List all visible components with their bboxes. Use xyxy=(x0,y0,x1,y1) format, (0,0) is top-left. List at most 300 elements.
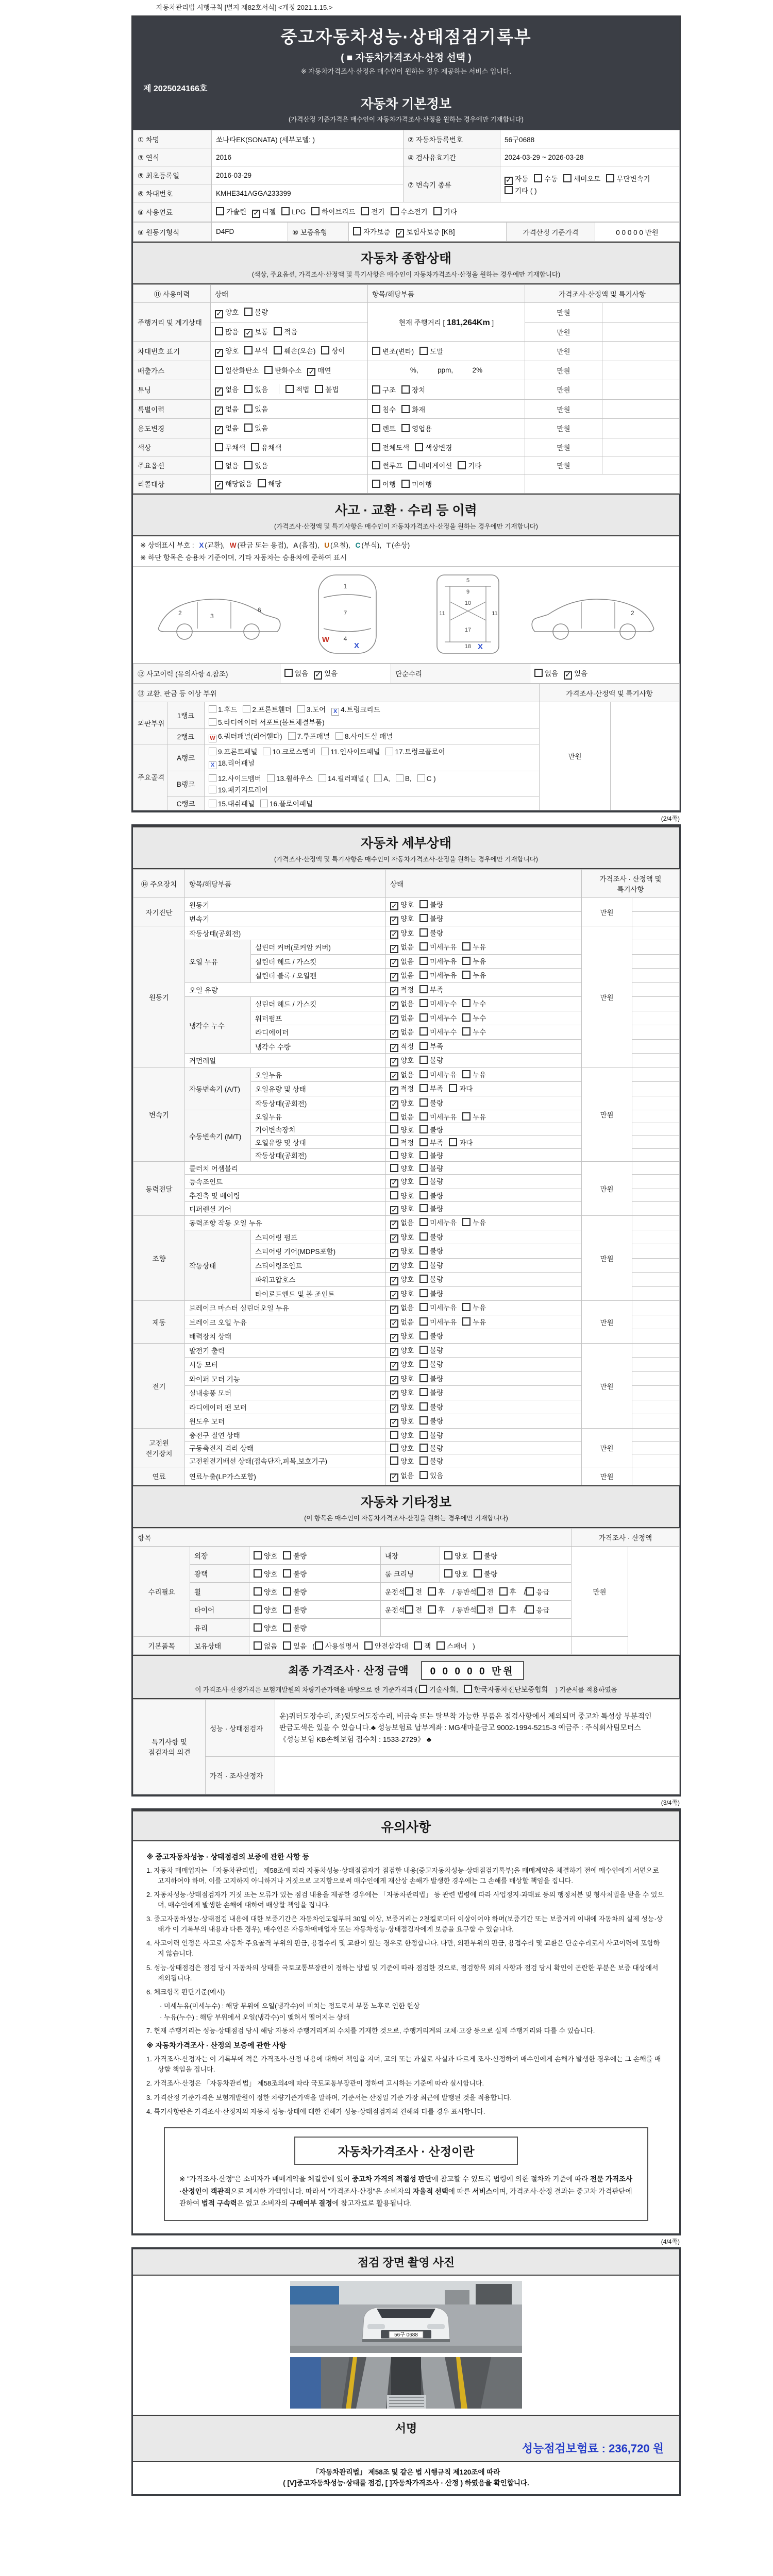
checkbox-과다[interactable] xyxy=(449,1084,457,1092)
option-label: 색상변경 xyxy=(425,444,452,452)
checkbox-없음[interactable] xyxy=(390,1306,398,1314)
glass-empty xyxy=(381,1618,572,1636)
checkbox-있음[interactable] xyxy=(244,461,253,469)
checkbox-누유[interactable] xyxy=(462,1303,470,1311)
checkbox-훼손(오손)[interactable] xyxy=(274,346,282,354)
option-자동 xyxy=(505,173,528,185)
checkbox-후[interactable] xyxy=(428,1605,436,1614)
device-자기진단: 자기진단 xyxy=(133,897,185,926)
checkbox-전기[interactable] xyxy=(361,207,369,215)
checkbox-수소전기[interactable] xyxy=(391,207,399,215)
checkbox-없음[interactable] xyxy=(390,959,398,967)
simple-repair-options xyxy=(530,664,680,684)
note-cell xyxy=(632,1201,680,1216)
option-양호 xyxy=(390,1097,414,1109)
checkbox-없음[interactable] xyxy=(390,1319,398,1328)
label-base-price: 가격산정 기준가격 xyxy=(507,222,595,242)
checkbox-양호[interactable] xyxy=(390,1164,398,1172)
checkbox-일산화탄소[interactable] xyxy=(215,366,223,374)
rank-2랭크: 2랭크 xyxy=(167,728,205,744)
car-diagram xyxy=(133,567,679,664)
checkbox-미세누유[interactable] xyxy=(419,1218,428,1226)
price-cell: 만원 xyxy=(582,1162,632,1216)
notice-1-item-3: 3. 중고자동차성능·상태점검 내용에 대한 보증기간은 자동차인도일부터 30일 이상, 보증거리는 2천킬로미터 이상이어야 하며(보증기간 또는 보증거리 이내에 자동차의 실제 성능·상태가 이 기록부의 내용과 다른 경우), 매수인은 자동차매매업자 또는 자동차성능·상태점검자에게 보증을 요구할 수 있습니다. xyxy=(146,1915,663,1934)
checkbox-후[interactable] xyxy=(428,1587,436,1596)
checkbox-양호[interactable] xyxy=(390,1431,398,1439)
checkbox-도말[interactable] xyxy=(419,347,428,355)
subgroup-냉각수 누수: 냉각수 누수 xyxy=(185,997,251,1054)
checkbox-없음[interactable] xyxy=(215,387,223,396)
mark-X[interactable]: X xyxy=(209,761,216,769)
checkbox-썬루프[interactable] xyxy=(372,461,380,469)
checkbox-누수[interactable] xyxy=(462,999,470,1007)
rank-item-line xyxy=(209,784,535,795)
mark-empty[interactable] xyxy=(209,718,216,726)
option-label: 세미오토 xyxy=(574,175,601,183)
checkbox-양호[interactable] xyxy=(390,1334,398,1342)
option-label: 기타 ( ) xyxy=(515,187,537,195)
checkbox-불법[interactable] xyxy=(315,385,323,393)
checkbox-미세누유[interactable] xyxy=(419,1317,428,1326)
checkbox-있음[interactable] xyxy=(244,423,253,432)
checkbox-양호[interactable] xyxy=(390,1419,398,1427)
checkbox-양호[interactable] xyxy=(390,902,398,910)
option-없음 xyxy=(254,1640,277,1651)
checkbox-없음[interactable] xyxy=(254,1641,262,1650)
inspector-remarks: 운)쿼터도장수리, 조)뒷도어도장수리, 비금속 또는 탈부착 가능한 부품은 점검사항에서 제외되며 중고차 특성상 부분적인 판금도색은 있을 수 있습니다.♣ 성능보험료 납부계좌 : MG새마을금고 9002-1994-5215-3 예금주 : 주식회사팀모터스 《성능보험 KB손해보험 접수처 : 1533-2729》 ♣ xyxy=(275,1699,680,1756)
checkbox-탄화수소[interactable] xyxy=(264,366,273,374)
checkbox-화재[interactable] xyxy=(401,405,410,413)
checkbox-없음[interactable] xyxy=(215,461,223,469)
mark-empty[interactable] xyxy=(335,732,343,740)
checkbox-적정[interactable] xyxy=(390,1087,398,1095)
checkbox-불량[interactable] xyxy=(419,928,428,937)
checkbox-불량[interactable] xyxy=(419,1261,428,1269)
option-양호 xyxy=(390,1260,414,1272)
checkbox-양호[interactable] xyxy=(254,1605,262,1614)
option-label: 없음 xyxy=(295,670,309,677)
checkbox-양호[interactable] xyxy=(390,1404,398,1413)
checkbox-렌트[interactable] xyxy=(372,424,380,432)
checkbox-부족[interactable] xyxy=(419,985,428,993)
option-label: 도말 xyxy=(430,348,444,356)
checkbox-스패너[interactable] xyxy=(436,1641,445,1650)
checkbox-전[interactable] xyxy=(477,1587,485,1596)
checkbox-부식[interactable] xyxy=(244,346,253,354)
mark-empty[interactable] xyxy=(209,786,216,793)
mark-empty[interactable] xyxy=(288,732,296,740)
checkbox-양호[interactable] xyxy=(390,1234,398,1243)
checkbox-없음[interactable] xyxy=(284,669,293,677)
checkbox-양호[interactable] xyxy=(390,1391,398,1399)
checkbox-미세누유[interactable] xyxy=(419,1303,428,1311)
checkbox-양호[interactable] xyxy=(215,349,223,357)
definition-segment: 구매여부 결정 xyxy=(290,2199,332,2208)
option-label: 양호 xyxy=(264,1552,278,1560)
checkbox-불량[interactable] xyxy=(419,1388,428,1396)
checkbox-불량[interactable] xyxy=(419,1431,428,1439)
checkbox-미세누유[interactable] xyxy=(419,971,428,979)
checkbox-미세누유[interactable] xyxy=(419,957,428,965)
checkbox-미세누수[interactable] xyxy=(419,1027,428,1036)
option-label: 양호 xyxy=(400,1057,414,1064)
checkbox-없음[interactable] xyxy=(390,1112,398,1121)
checkbox-있음[interactable] xyxy=(244,385,253,393)
checkbox-매연[interactable] xyxy=(307,368,315,376)
svg-text:X: X xyxy=(354,641,360,650)
checkbox-불량[interactable] xyxy=(244,308,253,316)
checkbox-양호[interactable] xyxy=(390,1263,398,1271)
checkbox-불량[interactable] xyxy=(419,1374,428,1382)
checkbox-불량[interactable] xyxy=(419,1346,428,1354)
option-label: 불량 xyxy=(430,915,444,923)
checkbox-불량[interactable] xyxy=(474,1569,482,1578)
checkbox-양호[interactable] xyxy=(390,1151,398,1159)
checkbox-침수[interactable] xyxy=(372,405,380,413)
checkbox-영업용[interactable] xyxy=(401,424,410,432)
checkbox-세미오토[interactable] xyxy=(563,174,572,182)
option-불량 xyxy=(474,1568,497,1579)
mark-empty[interactable] xyxy=(396,774,404,782)
part-label: 13.휠하우스 xyxy=(276,774,313,783)
note-cell xyxy=(632,1400,680,1414)
option-적법 xyxy=(285,384,309,394)
etc-band-note: (이 항목은 매수인이 자동차가격조사·산정을 원하는 경우에만 기재합니다) xyxy=(304,1514,508,1522)
checkbox-미세누수[interactable] xyxy=(419,1013,428,1022)
checkbox-불량[interactable] xyxy=(474,1551,482,1560)
checkbox-양호[interactable] xyxy=(254,1551,262,1560)
checkbox-양호[interactable] xyxy=(390,1456,398,1465)
checkbox-이행[interactable] xyxy=(372,480,380,488)
note-cell xyxy=(632,1454,680,1467)
checkbox-불량[interactable] xyxy=(283,1605,291,1614)
option-누유 xyxy=(462,1111,486,1122)
checkbox-양호[interactable] xyxy=(390,1376,398,1384)
checkbox-수동[interactable] xyxy=(534,174,542,182)
checkbox-상이[interactable] xyxy=(321,346,329,354)
checkbox-전[interactable] xyxy=(405,1605,413,1614)
option-안전삼각대 xyxy=(364,1640,408,1651)
checkbox-미이행[interactable] xyxy=(401,480,410,488)
checkbox-자가보증[interactable] xyxy=(353,227,361,235)
checkbox-누유[interactable] xyxy=(462,971,470,979)
checkbox-불량[interactable] xyxy=(419,1456,428,1465)
mark-empty[interactable] xyxy=(209,748,216,755)
checkbox-유채색[interactable] xyxy=(251,443,259,451)
svg-text:4: 4 xyxy=(343,635,347,642)
option-불량 xyxy=(419,1359,443,1369)
checkbox-미세누수[interactable] xyxy=(419,999,428,1007)
checkbox-없음[interactable] xyxy=(390,1221,398,1229)
checkbox-불량[interactable] xyxy=(419,1331,428,1340)
option-양호 xyxy=(390,1415,414,1427)
part-크로스멤버 xyxy=(263,746,315,756)
checkbox-누유[interactable] xyxy=(462,957,470,965)
checkbox-기타[interactable] xyxy=(433,207,442,215)
checkbox-부족[interactable] xyxy=(419,1138,428,1146)
checkbox-없음[interactable] xyxy=(390,1473,398,1482)
checkbox-있음[interactable] xyxy=(314,671,322,680)
option-양호 xyxy=(390,1288,414,1300)
option-label: 적정 xyxy=(400,986,414,994)
checkbox-양호[interactable] xyxy=(390,930,398,939)
checkbox-기술사회,[interactable] xyxy=(419,1685,427,1693)
checkbox-있음[interactable] xyxy=(283,1641,291,1650)
opts-외장 xyxy=(249,1546,381,1564)
checkbox-색상변경[interactable] xyxy=(415,443,423,451)
checkbox-LPG[interactable] xyxy=(281,207,290,215)
note-cell xyxy=(632,982,680,997)
checkbox-양호[interactable] xyxy=(390,1291,398,1299)
checkbox-자동[interactable] xyxy=(505,177,513,185)
checkbox-한국자동차진단보증협회[interactable] xyxy=(464,1685,472,1693)
option-label: 불량 xyxy=(430,1375,444,1383)
checkbox-불량[interactable] xyxy=(419,1191,428,1199)
checkbox-양호[interactable] xyxy=(254,1569,262,1578)
detail-band-title: 자동차 세부상태 xyxy=(361,836,451,851)
checkbox-구조[interactable] xyxy=(372,385,380,394)
checkbox-양호[interactable] xyxy=(254,1587,262,1596)
checkbox-양호[interactable] xyxy=(254,1623,262,1632)
checkbox-해당[interactable] xyxy=(258,479,266,487)
checkbox-누유[interactable] xyxy=(462,1218,470,1226)
checkbox-불량[interactable] xyxy=(419,1204,428,1212)
checkbox-불량[interactable] xyxy=(419,1232,428,1241)
checkbox-불량[interactable] xyxy=(419,1444,428,1452)
checkbox-불량[interactable] xyxy=(419,1402,428,1411)
checkbox-불량[interactable] xyxy=(419,1164,428,1172)
checkbox-부족[interactable] xyxy=(419,1042,428,1050)
checkbox-누유[interactable] xyxy=(462,942,470,951)
checkbox-응급[interactable] xyxy=(526,1605,534,1614)
checkbox-누유[interactable] xyxy=(462,1317,470,1326)
accident-band-note: (가격조사·산정액 및 특기사항은 매수인이 자동차가격조사·산정을 원하는 경우에만 기재합니다) xyxy=(274,523,538,530)
checkbox-없음[interactable] xyxy=(390,1030,398,1038)
checkbox-없음[interactable] xyxy=(534,669,543,677)
checkbox-양호[interactable] xyxy=(215,310,223,318)
note-cell xyxy=(632,1136,680,1149)
note-cell xyxy=(602,303,680,323)
mark-empty[interactable] xyxy=(385,748,393,755)
mark-empty[interactable] xyxy=(260,800,268,807)
option-후 xyxy=(499,1586,516,1597)
checkbox-양호[interactable] xyxy=(390,1249,398,1257)
checkbox-없음[interactable] xyxy=(390,945,398,953)
option-label: 부족 xyxy=(430,1139,444,1147)
checkbox-가솔린[interactable] xyxy=(216,207,224,215)
page-block-1 xyxy=(131,15,681,812)
checkbox-누유[interactable] xyxy=(462,1112,470,1121)
checkbox-양호[interactable] xyxy=(390,1444,398,1452)
text-segment: 운전석 xyxy=(385,1606,406,1614)
checkbox-불량[interactable] xyxy=(419,1360,428,1368)
checkbox-잭[interactable] xyxy=(414,1641,422,1650)
checkbox-없음[interactable] xyxy=(390,1002,398,1010)
item-cell xyxy=(368,399,525,419)
checkbox-전[interactable] xyxy=(477,1605,485,1614)
checkbox-불량[interactable] xyxy=(419,1151,428,1159)
checkbox-적음[interactable] xyxy=(274,327,282,335)
item-배력장치 상태: 배력장치 상태 xyxy=(185,1329,386,1344)
checkbox-양호[interactable] xyxy=(390,1362,398,1370)
option-label: 썬루프 xyxy=(382,462,403,470)
checkbox-응급[interactable] xyxy=(526,1587,534,1596)
checkbox-양호[interactable] xyxy=(390,1100,398,1109)
checkbox-미세누유[interactable] xyxy=(419,942,428,951)
legal-line-2: ( [V]중고자동차성능·상태를 점검, [ ]자동차가격조사 · 산정 ) 하였음을 확인합니다. xyxy=(283,2479,529,2487)
checkbox-불량[interactable] xyxy=(419,1056,428,1064)
checkbox-양호[interactable] xyxy=(444,1569,452,1578)
checkbox-불량[interactable] xyxy=(419,1416,428,1425)
checkbox-사용설명서[interactable] xyxy=(315,1641,323,1650)
checkbox-없음[interactable] xyxy=(390,1072,398,1080)
checkbox-보통[interactable] xyxy=(244,329,253,337)
checkbox-부족[interactable] xyxy=(419,1084,428,1092)
option-label: 양호 xyxy=(400,1165,414,1173)
checkbox-불량[interactable] xyxy=(419,1289,428,1297)
checkbox-무단변속기[interactable] xyxy=(606,174,614,182)
mark-empty[interactable] xyxy=(297,705,305,713)
checkbox-양호[interactable] xyxy=(390,1179,398,1188)
subgroup-수동변속기 (M/T): 수동변속기 (M/T) xyxy=(185,1110,251,1162)
option-label: 불량 xyxy=(430,901,444,909)
checkbox-해당없음[interactable] xyxy=(215,481,223,489)
checkbox-있음[interactable] xyxy=(244,404,253,413)
option-label: 없음 xyxy=(400,1000,414,1008)
checkbox-불량[interactable] xyxy=(283,1623,291,1632)
checkbox-불량[interactable] xyxy=(419,900,428,908)
checkbox-있음[interactable] xyxy=(564,671,572,680)
item-스티어링조인트: 스티어링조인트 xyxy=(251,1258,386,1273)
checkbox-불량[interactable] xyxy=(419,1125,428,1133)
mark-W[interactable]: W xyxy=(209,735,216,742)
checkbox-불량[interactable] xyxy=(419,1177,428,1185)
checkbox-없음[interactable] xyxy=(390,973,398,981)
option-label: 불량 xyxy=(430,1444,444,1452)
option-적정 xyxy=(390,984,414,996)
option-label: 양호 xyxy=(400,1152,414,1160)
checkbox-불량[interactable] xyxy=(283,1587,291,1596)
checkbox-과다[interactable] xyxy=(449,1138,457,1146)
state-cell xyxy=(386,1315,582,1329)
mark-empty[interactable] xyxy=(263,748,271,755)
state-cell xyxy=(386,1386,582,1400)
option-없음 xyxy=(215,384,239,396)
checkbox-미세누유[interactable] xyxy=(419,1112,428,1121)
checkbox-많음[interactable] xyxy=(215,327,223,335)
checkbox-양호[interactable] xyxy=(390,1191,398,1199)
checkbox-불량[interactable] xyxy=(283,1569,291,1578)
rank-items xyxy=(205,796,540,810)
checkbox-무채색[interactable] xyxy=(215,443,223,451)
checkbox-누수[interactable] xyxy=(462,1013,470,1022)
checkbox-적정[interactable] xyxy=(390,987,398,995)
legend-note: ※ 하단 항목은 승용차 기준이며, 기타 자동차는 승용차에 준하여 표시 xyxy=(133,551,679,567)
option-label: 불량 xyxy=(293,1606,307,1614)
checkbox-적정[interactable] xyxy=(390,1138,398,1146)
note-cell xyxy=(632,926,680,940)
checkbox-네비게이션[interactable] xyxy=(408,461,416,469)
checkbox-안전삼각대[interactable] xyxy=(364,1641,373,1650)
option-미세누수 xyxy=(419,1026,457,1037)
checkbox-디젤[interactable] xyxy=(252,210,260,218)
checkbox-불량[interactable] xyxy=(283,1551,291,1560)
checkbox-하이브리드[interactable] xyxy=(311,207,320,215)
checkbox-없음[interactable] xyxy=(215,406,223,415)
checkbox-불량[interactable] xyxy=(419,914,428,922)
option-label: 적정 xyxy=(400,1085,414,1093)
etc-band-title: 자동차 기타정보 xyxy=(361,1495,451,1510)
checkbox-양호[interactable] xyxy=(390,1206,398,1214)
checkbox-있음[interactable] xyxy=(419,1471,428,1479)
checkbox-후[interactable] xyxy=(499,1587,508,1596)
checkbox-누수[interactable] xyxy=(462,1027,470,1036)
mark-empty[interactable] xyxy=(374,774,382,782)
checkbox-후[interactable] xyxy=(499,1605,508,1614)
mark-empty[interactable] xyxy=(243,705,250,713)
option-label: 있음 xyxy=(255,386,268,394)
svg-text:11: 11 xyxy=(439,611,445,617)
checkbox-불량[interactable] xyxy=(419,1246,428,1255)
checkbox-양호[interactable] xyxy=(390,1058,398,1066)
mark-empty[interactable] xyxy=(267,774,275,782)
checkbox-적정[interactable] xyxy=(390,1044,398,1052)
option-없음 xyxy=(390,956,414,968)
checkbox-보험사보증 [KB][interactable] xyxy=(396,229,404,238)
checkbox-기타 ( )[interactable] xyxy=(505,186,513,194)
checkbox-적법[interactable] xyxy=(285,385,294,393)
checkbox-불량[interactable] xyxy=(419,1098,428,1107)
option-label: 있음 xyxy=(255,425,268,432)
checkbox-기타[interactable] xyxy=(458,461,466,469)
checkbox-누유[interactable] xyxy=(462,1070,470,1078)
mark-empty[interactable] xyxy=(209,800,216,807)
checkbox-양호[interactable] xyxy=(390,917,398,925)
part-사이드실 패널 xyxy=(335,731,393,741)
mark-empty[interactable] xyxy=(209,705,216,713)
checkbox-미세누유[interactable] xyxy=(419,1070,428,1078)
option-label: 일산화탄소 xyxy=(225,366,259,375)
option-label: 양호 xyxy=(400,1261,414,1269)
checkbox-장치[interactable] xyxy=(401,385,410,394)
notice-title: 유의사항 xyxy=(381,1820,431,1835)
checkbox-양호[interactable] xyxy=(390,1348,398,1356)
mark-empty[interactable] xyxy=(209,774,216,782)
option-불량 xyxy=(419,913,443,923)
checkbox-없음[interactable] xyxy=(215,426,223,434)
checkbox-없음[interactable] xyxy=(390,1015,398,1024)
note-cell xyxy=(632,1216,680,1230)
mark-empty[interactable] xyxy=(417,774,425,782)
checkbox-양호[interactable] xyxy=(390,1277,398,1285)
mark-empty[interactable] xyxy=(321,748,329,755)
etc-band xyxy=(133,1485,679,1528)
item-원동기: 원동기 xyxy=(185,897,386,912)
notice-1-sub-2: · 누유(누수) : 해당 부위에서 오일(냉각수)이 맺혀서 떨어지는 상태 xyxy=(160,2013,350,2021)
option-label: 미세누유 xyxy=(430,1318,457,1326)
option-label: 양호 xyxy=(400,929,414,937)
mark-X[interactable]: X xyxy=(331,708,339,716)
checkbox-전체도색[interactable] xyxy=(372,443,380,451)
checkbox-양호[interactable] xyxy=(444,1551,452,1560)
checkbox-전[interactable] xyxy=(405,1587,413,1596)
item-클러치 어셈블리: 클러치 어셈블리 xyxy=(185,1162,386,1175)
mark-empty[interactable] xyxy=(318,774,326,782)
checkbox-양호[interactable] xyxy=(390,1125,398,1133)
checkbox-불량[interactable] xyxy=(419,1275,428,1283)
checkbox-변조(변타)[interactable] xyxy=(372,347,380,355)
option-label: 후 xyxy=(509,1606,516,1614)
